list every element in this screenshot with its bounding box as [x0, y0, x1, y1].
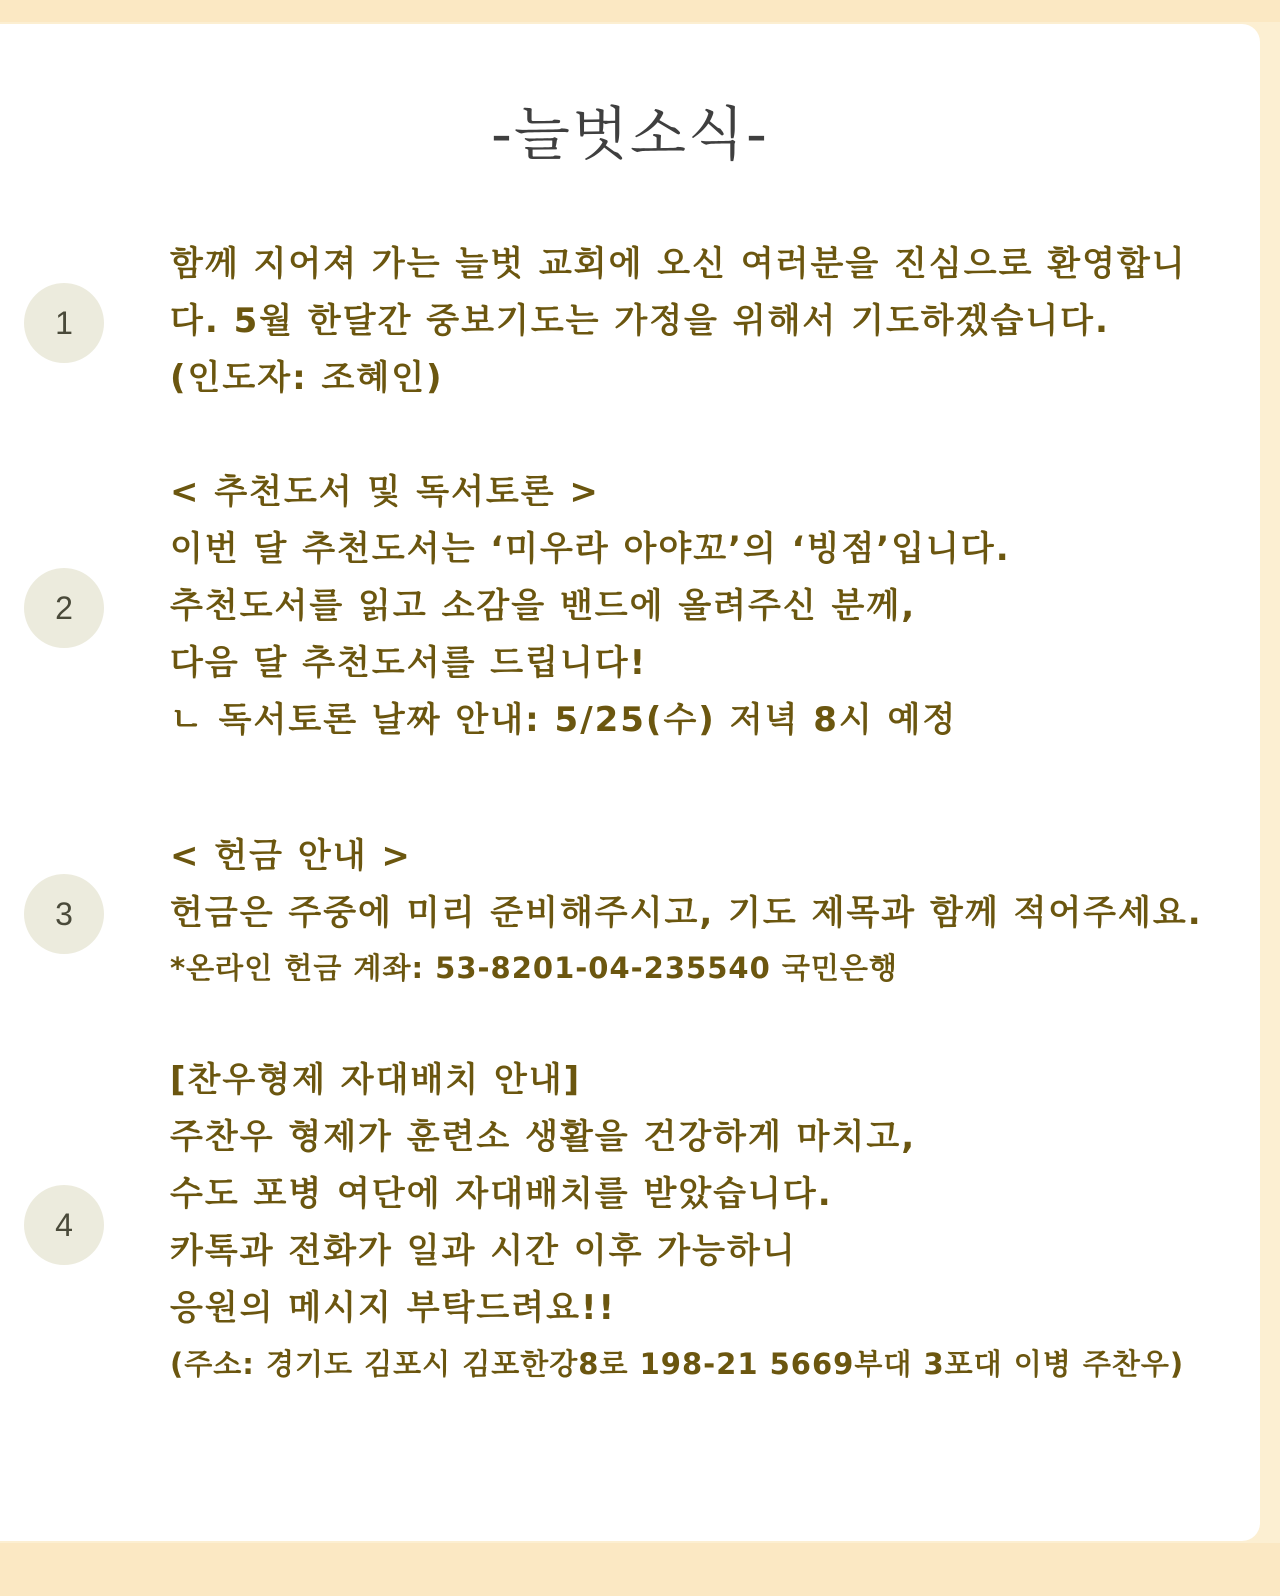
page-title: -늘벗소식-: [491, 100, 769, 168]
item-number-badge: 4: [24, 1185, 104, 1265]
bottom-border: [0, 1543, 1280, 1596]
newsletter-card: [0, 24, 1260, 1541]
item-3-account: *온라인 헌금 계좌: 53-8201-04-235540 국민은행: [170, 951, 898, 985]
item-2-heading: < 추천도서 및 독서토론 >: [170, 472, 600, 512]
item-number-badge: 1: [24, 283, 104, 363]
item-1-line: 다. 5월 한달간 중보기도는 가정을 위해서 기도하겠습니다.: [170, 301, 1110, 341]
item-1-line: (인도자: 조혜인): [170, 358, 444, 398]
item-number-badge: 2: [24, 568, 104, 648]
item-2-line: 다음 달 추천도서를 드립니다!: [170, 643, 648, 683]
item-2-line: 추천도서를 읽고 소감을 밴드에 올려주신 분께,: [170, 586, 917, 626]
item-1-line: 함께 지어져 가는 늘벗 교회에 오신 여러분을 진심으로 환영합니: [170, 244, 1187, 284]
item-4-line: 카톡과 전화가 일과 시간 이후 가능하니: [170, 1231, 797, 1271]
item-4-heading: [찬우형제 자대배치 안내]: [170, 1060, 582, 1100]
item-4-line: 응원의 메시지 부탁드려요!!: [170, 1288, 616, 1328]
item-4-line: 수도 포병 여단에 자대배치를 받았습니다.: [170, 1174, 833, 1214]
item-2-note: ㄴ 독서토론 날짜 안내: 5/25(수) 저녁 8시 예정: [170, 700, 958, 740]
item-3-line: 헌금은 주중에 미리 준비해주시고, 기도 제목과 함께 적어주세요.: [170, 893, 1203, 933]
top-border: [0, 0, 1280, 22]
item-3-heading: < 헌금 안내 >: [170, 836, 412, 876]
item-4-address: (주소: 경기도 김포시 김포한강8로 198-21 5669부대 3포대 이병 주찬우): [170, 1347, 1185, 1381]
item-number-badge: 3: [24, 874, 104, 954]
item-4-line: 주찬우 형제가 훈련소 생활을 건강하게 마치고,: [170, 1117, 917, 1157]
item-2-line: 이번 달 추천도서는 ‘미우라 아야꼬’의 ‘빙점’입니다.: [170, 529, 1011, 569]
